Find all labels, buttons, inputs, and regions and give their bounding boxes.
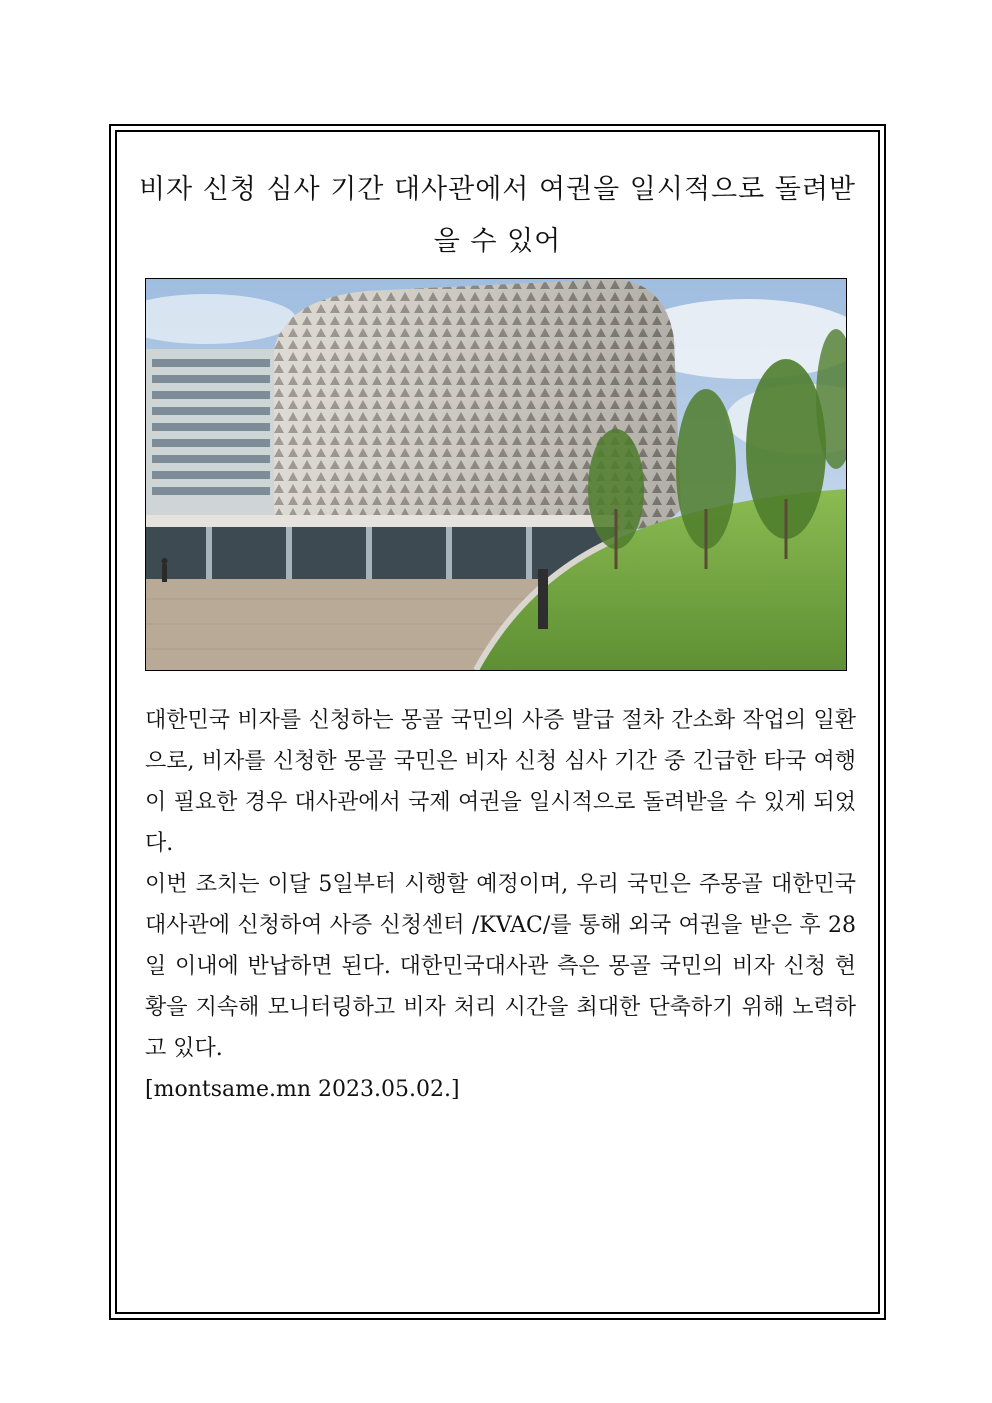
article-title: 비자 신청 심사 기간 대사관에서 여권을 일시적으로 돌려받을 수 있어 — [138, 174, 857, 257]
page-border-inner — [115, 130, 880, 1314]
page-border-outer — [109, 124, 886, 1320]
article-paragraph: 대한민국 비자를 신청하는 몽골 국민의 사증 발급 절차 간소화 작업의 일환으로, 비자를 신청한 몽골 국민은 비자 신청 심사 기간 중 긴급한 타국 여행이 필요한 경우 대사관에서 국제 여권을 일시적으로 돌려받을 수 있게 되었다. — [145, 708, 856, 856]
article-source: [montsame.mn 2023.05.02.] — [145, 1077, 460, 1102]
embassy-building-photo — [145, 278, 847, 671]
article-body — [145, 700, 856, 1110]
article-paragraph: 이번 조치는 이달 5일부터 시행할 예정이며, 우리 국민은 주몽골 대한민국대사관에 신청하여 사증 신청센터 /KVAC/를 통해 외국 여권을 받은 후 28일 이내에 반납하면 된다. 대한민국대사관 측은 몽골 국민의 비자 신청 현황을 지속해 모니터링하고 비자 처리 시간을 최대한 단축하기 위해 노력하고 있다. — [145, 872, 856, 1061]
